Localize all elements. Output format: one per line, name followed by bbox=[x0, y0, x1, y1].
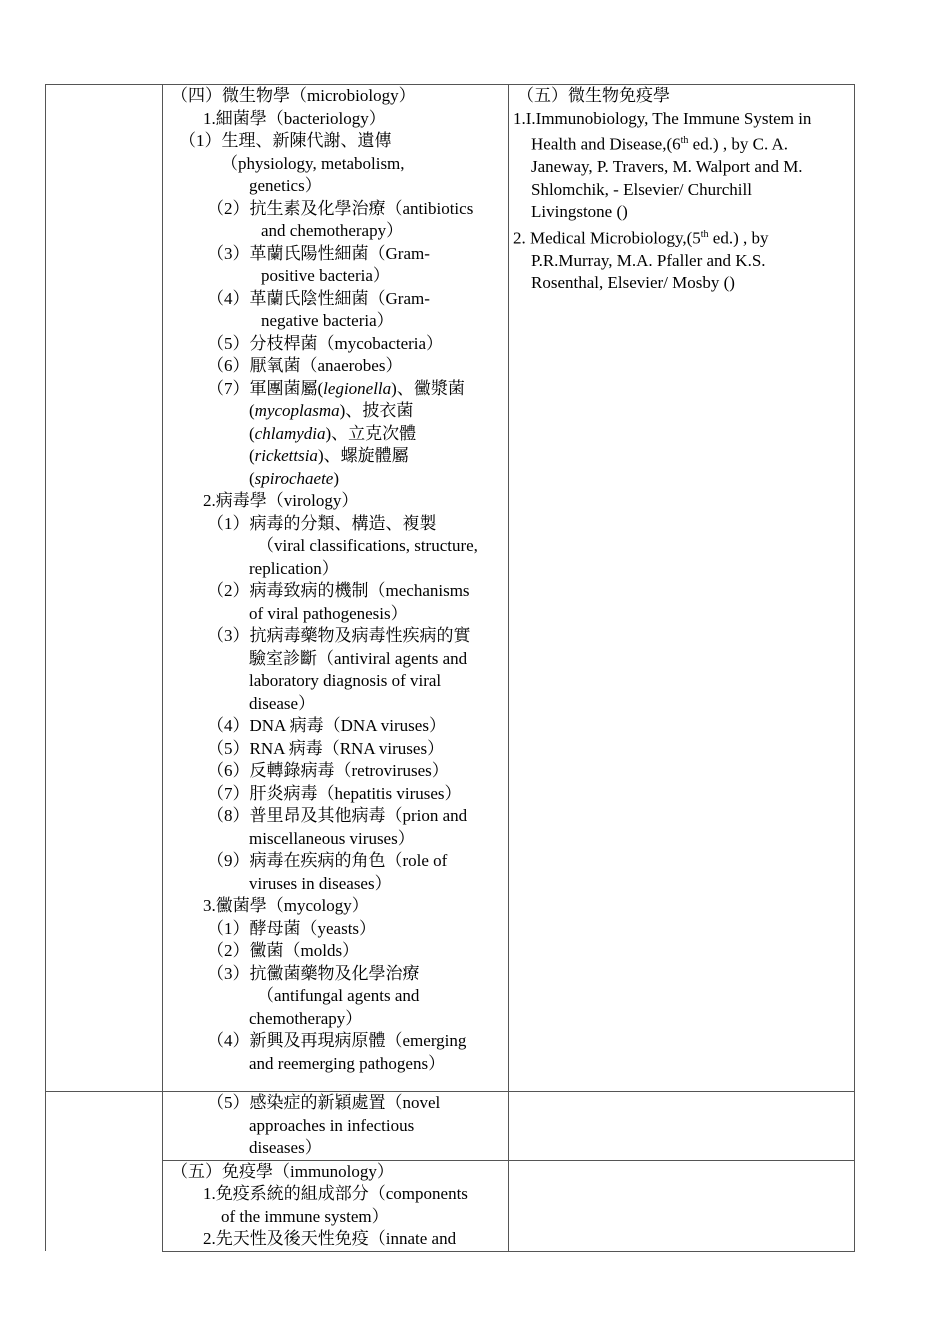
genus-mycoplasma: mycoplasma bbox=[254, 401, 340, 420]
subsection-title: 1.免疫系統的組成部分（components bbox=[203, 1184, 468, 1203]
superscript: th bbox=[700, 228, 709, 240]
list-item bbox=[163, 378, 508, 401]
list-item: （1）病毒的分類、構造、複製 bbox=[207, 513, 437, 533]
infectious-disease-cell bbox=[163, 1092, 509, 1161]
list-item: （3）抗黴菌藥物及化學治療 bbox=[207, 963, 420, 983]
reference-line bbox=[509, 130, 854, 156]
table-row bbox=[46, 1092, 855, 1161]
item-text: )、螺旋體屬 bbox=[317, 446, 409, 465]
item-line: laboratory diagnosis of viral bbox=[249, 671, 442, 690]
list-item: （3）革蘭氏陽性細菌（Gram- bbox=[207, 243, 430, 263]
item-text: ( bbox=[249, 401, 255, 420]
reference-text: Health and Disease,(6 bbox=[531, 134, 681, 154]
item-line: chemotherapy） bbox=[249, 1008, 363, 1028]
list-item: （2）黴菌（molds） bbox=[207, 941, 360, 960]
list-item: （4）DNA 病毒（DNA viruses） bbox=[207, 716, 446, 735]
item-line: genetics） bbox=[249, 176, 322, 195]
immunology-cell bbox=[163, 1160, 509, 1251]
empty-cell bbox=[46, 1092, 163, 1252]
reference-line: 1.I.Immunobiology, The Immune System in bbox=[513, 108, 812, 128]
list-item: （5）分枝桿菌（mycobacteria） bbox=[207, 333, 444, 353]
item-line: miscellaneous viruses） bbox=[249, 828, 415, 848]
reference-line: Livingstone () bbox=[531, 202, 628, 222]
reference-text: ed.) , by bbox=[708, 228, 769, 248]
reference-line bbox=[509, 224, 854, 250]
genus-rickettsia: rickettsia bbox=[254, 446, 318, 465]
list-item bbox=[163, 130, 508, 153]
genus-spirochaete: spirochaete bbox=[254, 468, 334, 488]
item-text: ( bbox=[249, 446, 255, 465]
references-cell bbox=[509, 85, 855, 1092]
reference-text: ed.) , by C. A. bbox=[688, 134, 789, 154]
item-text: )、黴漿菌 bbox=[391, 378, 465, 398]
genus-chlamydia: chlamydia bbox=[254, 423, 326, 443]
item-line: diseases） bbox=[249, 1138, 322, 1157]
item-line: （viral classifications, structure, bbox=[257, 536, 478, 555]
reference-line: Rosenthal, Elsevier/ Mosby () bbox=[531, 273, 735, 293]
item-line: （1）生理、新陳代謝、遺傳 bbox=[179, 131, 392, 150]
subsection-title: 2.先天性及後天性免疫（innate and bbox=[203, 1229, 457, 1248]
item-text: （7）軍團菌屬( bbox=[207, 378, 324, 398]
item-line bbox=[163, 445, 508, 468]
list-item: （3）抗病毒藥物及病毒性疾病的實 bbox=[207, 626, 471, 645]
list-item: （1）酵母菌（yeasts） bbox=[207, 918, 377, 938]
list-item: （6）反轉錄病毒（retroviruses） bbox=[207, 761, 449, 780]
superscript: th bbox=[680, 135, 689, 146]
list-item: （7）肝炎病毒（hepatitis viruses） bbox=[207, 783, 462, 803]
item-line: （physiology, metabolism, bbox=[221, 153, 405, 173]
reference-line: Janeway, P. Travers, M. Walport and M. bbox=[531, 157, 803, 177]
microbiology-cell bbox=[163, 85, 509, 1092]
item-line: approaches in infectious bbox=[249, 1115, 415, 1135]
list-item: （9）病毒在疾病的角色（role of bbox=[207, 851, 448, 870]
item-text: ( bbox=[249, 468, 255, 488]
subsection-title: 3.黴菌學（mycology） bbox=[203, 896, 369, 915]
item-text: )、披衣菌 bbox=[339, 401, 414, 420]
list-item: （2）抗生素及化學治療（antibiotics bbox=[207, 198, 474, 218]
subsection-title: 1.細菌學（bacteriology） bbox=[203, 108, 386, 128]
item-line: 驗室診斷（antiviral agents and bbox=[249, 648, 468, 668]
item-line: positive bacteria） bbox=[261, 266, 390, 285]
list-item: （8）普里昂及其他病毒（prion and bbox=[207, 806, 468, 825]
item-line: of the immune system） bbox=[221, 1206, 389, 1226]
empty-cell bbox=[509, 1160, 855, 1251]
item-line: viruses in diseases） bbox=[249, 873, 392, 893]
list-item: （6）厭氧菌（anaerobes） bbox=[207, 356, 403, 375]
genus-legionella: legionella bbox=[323, 378, 392, 398]
item-text: )、立克次體 bbox=[325, 423, 417, 443]
subsection-title: 2.病毒學（virology） bbox=[203, 491, 359, 510]
empty-cell bbox=[46, 85, 163, 1092]
item-text: ) bbox=[333, 468, 340, 488]
item-line: disease） bbox=[249, 693, 316, 713]
list-item: （4）新興及再現病原體（emerging bbox=[207, 1031, 467, 1050]
item-text: ( bbox=[249, 423, 255, 443]
item-line bbox=[163, 423, 508, 446]
section-heading: （四）微生物學（microbiology） bbox=[171, 86, 416, 105]
item-line bbox=[163, 468, 508, 491]
empty-cell bbox=[509, 1092, 855, 1161]
item-line: （antifungal agents and bbox=[257, 986, 420, 1005]
item-line bbox=[163, 400, 508, 423]
item-line: negative bacteria） bbox=[261, 311, 394, 330]
reference-line: P.R.Murray, M.A. Pfaller and K.S. bbox=[531, 250, 766, 270]
section-heading: （五）免疫學（immunology） bbox=[171, 1161, 394, 1181]
item-line: replication） bbox=[249, 558, 339, 578]
list-item: （4）革蘭氏陰性細菌（Gram- bbox=[207, 288, 430, 308]
list-item: （5）RNA 病毒（RNA viruses） bbox=[207, 738, 445, 758]
item-line: of viral pathogenesis） bbox=[249, 603, 408, 623]
syllabus-table bbox=[45, 84, 855, 1252]
section-heading: （五）微生物免疫學 bbox=[517, 86, 670, 105]
list-item: （5）感染症的新穎處置（novel bbox=[207, 1093, 441, 1112]
reference-text: 2. Medical Microbiology,(5 bbox=[513, 228, 701, 248]
list-item: （2）病毒致病的機制（mechanisms bbox=[207, 581, 470, 600]
reference-line: Shlomchik, - Elsevier/ Churchill bbox=[531, 179, 752, 199]
table-row bbox=[46, 85, 855, 1092]
item-line: and chemotherapy） bbox=[261, 221, 404, 240]
table-row bbox=[46, 1160, 855, 1251]
item-line: and reemerging pathogens） bbox=[249, 1053, 446, 1073]
